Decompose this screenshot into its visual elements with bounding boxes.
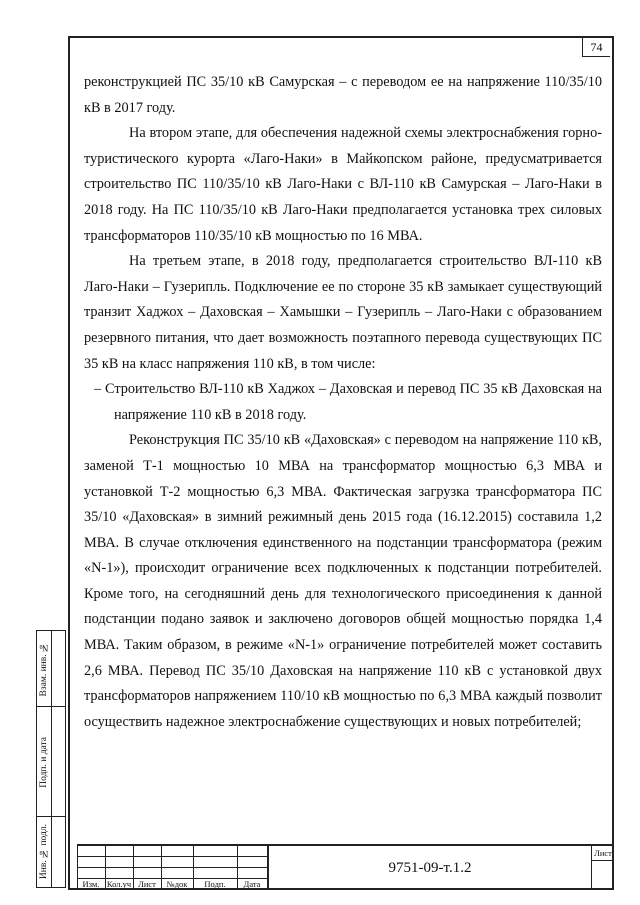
column-header: Изм. <box>82 879 100 889</box>
stamp-label: Подп. и дата <box>39 736 49 788</box>
sheet-number-cell <box>591 846 614 890</box>
paragraph: На втором этапе, для обеспечения надежной схемы электроснабжения горно-туристического курорта «Лаго-Наки» в Майкопском районе, предусматривается строительство ПС 110/35/10 кВ Лаго-Наки с ВЛ-110 кВ Самурская – Лаго-Наки в 2018 году. На ПС 110/35/10 кВ Лаго-Наки предполагается установка трех силовых трансформаторов 110/35/10 кВ мощностью по 16 МВА. <box>84 125 602 244</box>
column-header: Лист <box>138 879 156 889</box>
column-header: Дата <box>243 879 261 889</box>
paragraph: Реконструкция ПС 35/10 кВ «Даховская» с переводом на напряжение 110 кВ, заменой Т-1 мощностью 10 МВА на трансформатор мощностью 6,3 МВА и установкой Т-2 мощностью 6,3 МВА. Фактическая загрузка трансформатора ПС 35/10 «Даховская» в зимний режимный день 2015 года (16.12.2015) составила 1,2 МВА. В случае отключения единственного на подстанции трансформатора (режим «N-1»), происходит ограничение всех подключенных к подстанции потребителей. Кроме того, на сегодняшний день для технологического присоединения к данной подстанции подано заявок и заключено договоров общей мощностью порядка 1,4 МВА. Таким образом, в режиме «N-1» ограничение потребителей может составить 2,6 МВА. Перевод ПС 35/10 Даховская на напряжение 110 кВ с установкой двух трансформаторов напряжением 110/10 кВ мощностью по 6,3 МВА каждый позволит осуществить надежное электроснабжение существующих и новых потребителей; <box>84 432 602 730</box>
stamp-label: Взам. инв. № <box>39 641 49 697</box>
title-block <box>77 844 614 890</box>
column-header: №док <box>166 879 188 889</box>
stamp-cell-inventory <box>37 817 65 887</box>
list-item: – Строительство ВЛ-110 кВ Хаджох – Даховская и перевод ПС 35 кВ Даховская на напряжение 110 кВ в 2018 году. <box>94 381 602 423</box>
paragraph: На третьем этапе, в 2018 году, предполагается строительство ВЛ-110 кВ Лаго-Наки – Гузерипль. Подключение ее по стороне 35 кВ замыкает существующий транзит Хаджох – Даховская – Хамышки – Гузерипль – Лаго-Наки с образованием резервного питания, что дает возможность поэтапного перевода существующих ПС 35 кВ на класс напряжения 110 кВ, в том числе: <box>84 253 602 372</box>
stamp-cell-replacement <box>37 631 65 707</box>
sheet-label: Лист <box>592 846 614 861</box>
document-body <box>84 70 602 735</box>
stamp-label: Инв. № подл. <box>39 824 49 880</box>
paragraph: реконструкцией ПС 35/10 кВ Самурская – с переводом ее на напряжение 110/35/10 кВ в 2017 году. <box>84 74 602 116</box>
stamp-cell-signature <box>37 707 65 817</box>
document-code: 9751-09-т.1.2 <box>267 846 591 890</box>
column-header: Подп. <box>204 879 226 889</box>
left-margin-stamp <box>36 630 66 888</box>
page-number: 74 <box>582 37 610 57</box>
revision-grid <box>77 846 267 890</box>
column-header: Кол.уч <box>106 879 132 889</box>
